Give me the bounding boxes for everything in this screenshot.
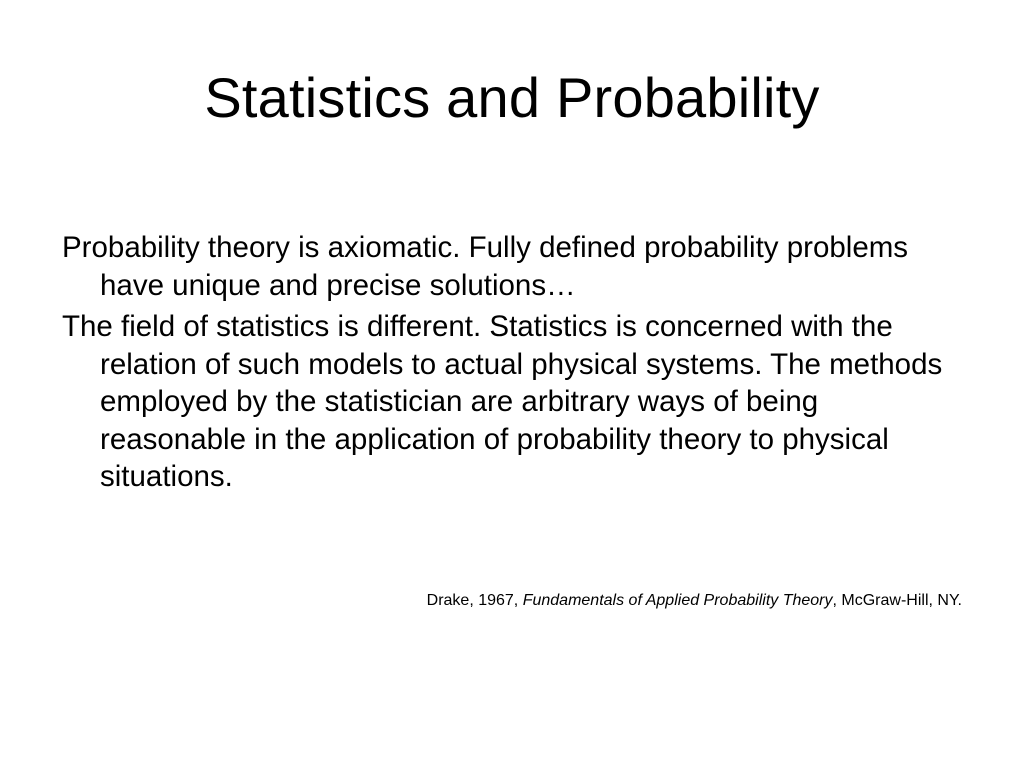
citation-publisher: , McGraw-Hill, NY. bbox=[832, 592, 962, 609]
citation bbox=[427, 590, 962, 612]
citation-author-year: Drake, 1967, bbox=[426, 592, 523, 609]
slide-title: Statistics and Probability bbox=[204, 66, 820, 129]
body-paragraph-probability: Probability theory is axiomatic. Fully defined probability problems have unique and precise solutions… bbox=[62, 231, 909, 302]
citation-book-title: Fundamentals of Applied Probability Theory bbox=[522, 592, 833, 609]
slide-body bbox=[62, 229, 962, 500]
body-paragraph-statistics: The field of statistics is different. Statistics is concerned with the relation of such models to actual physical systems. The methods employed by the statistician are arbitrary ways of being reasonable in the application of probability theory to physical situations. bbox=[62, 310, 943, 493]
